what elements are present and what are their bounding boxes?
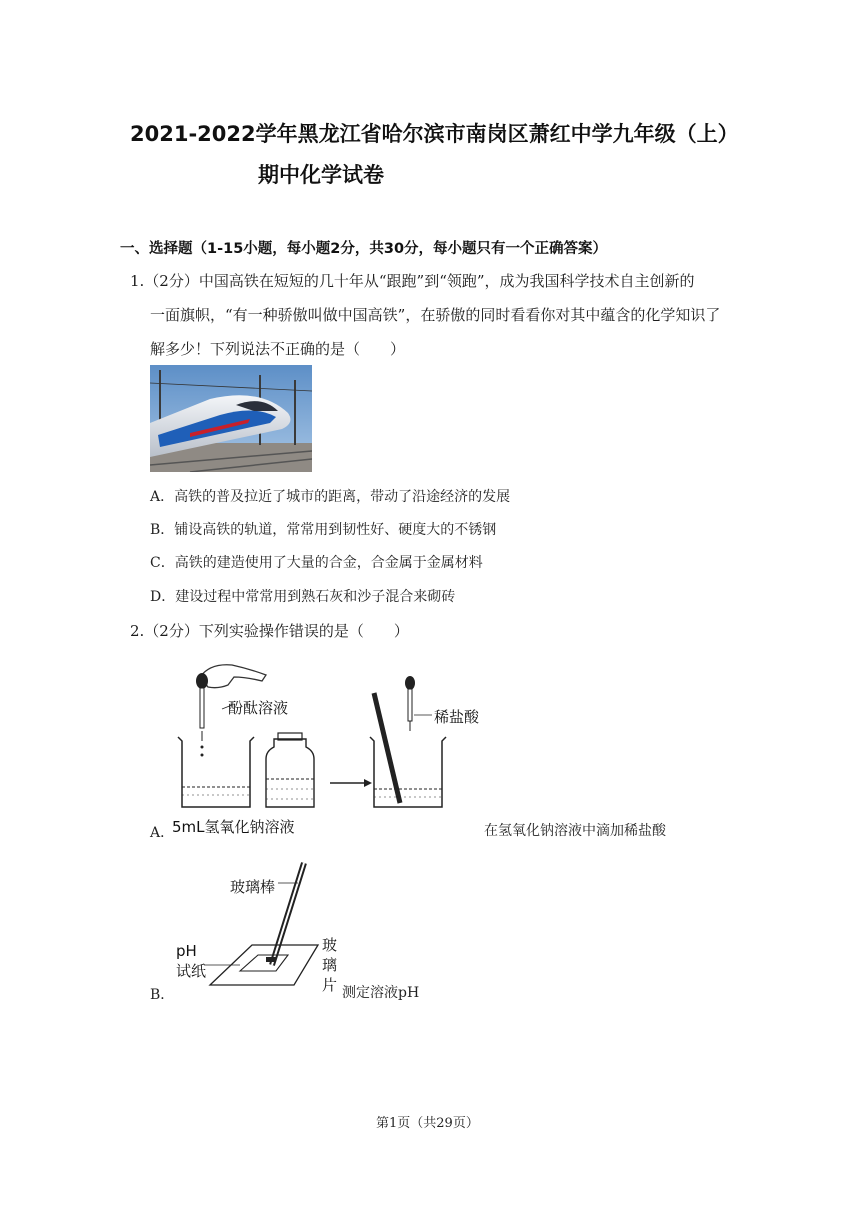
figure-b-label-glass-1: 玻 [322, 936, 338, 954]
q1-option-b: B．铺设高铁的轨道，常常用到韧性好、硬度大的不锈钢 [150, 522, 497, 538]
page-title-line2: 期中化学试卷 [258, 163, 384, 187]
q2-option-a-letter: A． [150, 825, 175, 841]
q2-stem: 2.（2分）下列实验操作错误的是（ ） [130, 622, 409, 640]
figure-b-label-ph: pH [176, 942, 197, 960]
q1-stem-line1: 1.（2分）中国高铁在短短的几十年从“跟跑”到“领跑”，成为我国科学技术自主创新的 [130, 272, 695, 290]
q2-option-b-caption: 测定溶液pH [342, 985, 420, 1001]
figure-a-label-dilute-hcl: 稀盐酸 [434, 708, 480, 726]
figure-a-label-naoh: 5mL氢氧化钠溶液 [172, 818, 295, 836]
page-number-footer: 第1页（共29页） [376, 1116, 479, 1131]
section-heading: 一、选择题（1-15小题，每小题2分，共30分，每小题只有一个正确答案） [120, 241, 608, 257]
high-speed-train-photo [150, 365, 312, 472]
q1-option-d: D．建设过程中常常用到熟石灰和沙子混合来砌砖 [150, 589, 456, 605]
q1-stem-line2: 一面旗帜，“有一种骄傲叫做中国高铁”，在骄傲的同时看看你对其中蕴含的化学知识了 [150, 306, 721, 324]
figure-b-label-test-paper: 试纸 [176, 962, 207, 980]
figure-b-label-glass-rod: 玻璃棒 [230, 878, 276, 896]
q1-stem-line3: 解多少！下列说法不正确的是（ ） [150, 340, 406, 358]
figure-a-label-phenolphthalein: 酚酞溶液 [228, 699, 289, 717]
q1-option-a: A．高铁的普及拉近了城市的距离，带动了沿途经济的发展 [150, 489, 511, 505]
page-title-line1: 2021-2022学年黑龙江省哈尔滨市南岗区萧红中学九年级（上） [130, 122, 739, 146]
figure-a-titration [170, 655, 500, 825]
q2-option-a-caption: 在氢氧化钠溶液中滴加稀盐酸 [484, 823, 666, 839]
q1-option-c: C．高铁的建造使用了大量的合金，合金属于金属材料 [150, 555, 483, 571]
figure-b-label-glass-3: 片 [322, 976, 338, 994]
q2-option-b-letter: B． [150, 987, 175, 1003]
figure-b-label-glass-2: 璃 [322, 956, 338, 974]
